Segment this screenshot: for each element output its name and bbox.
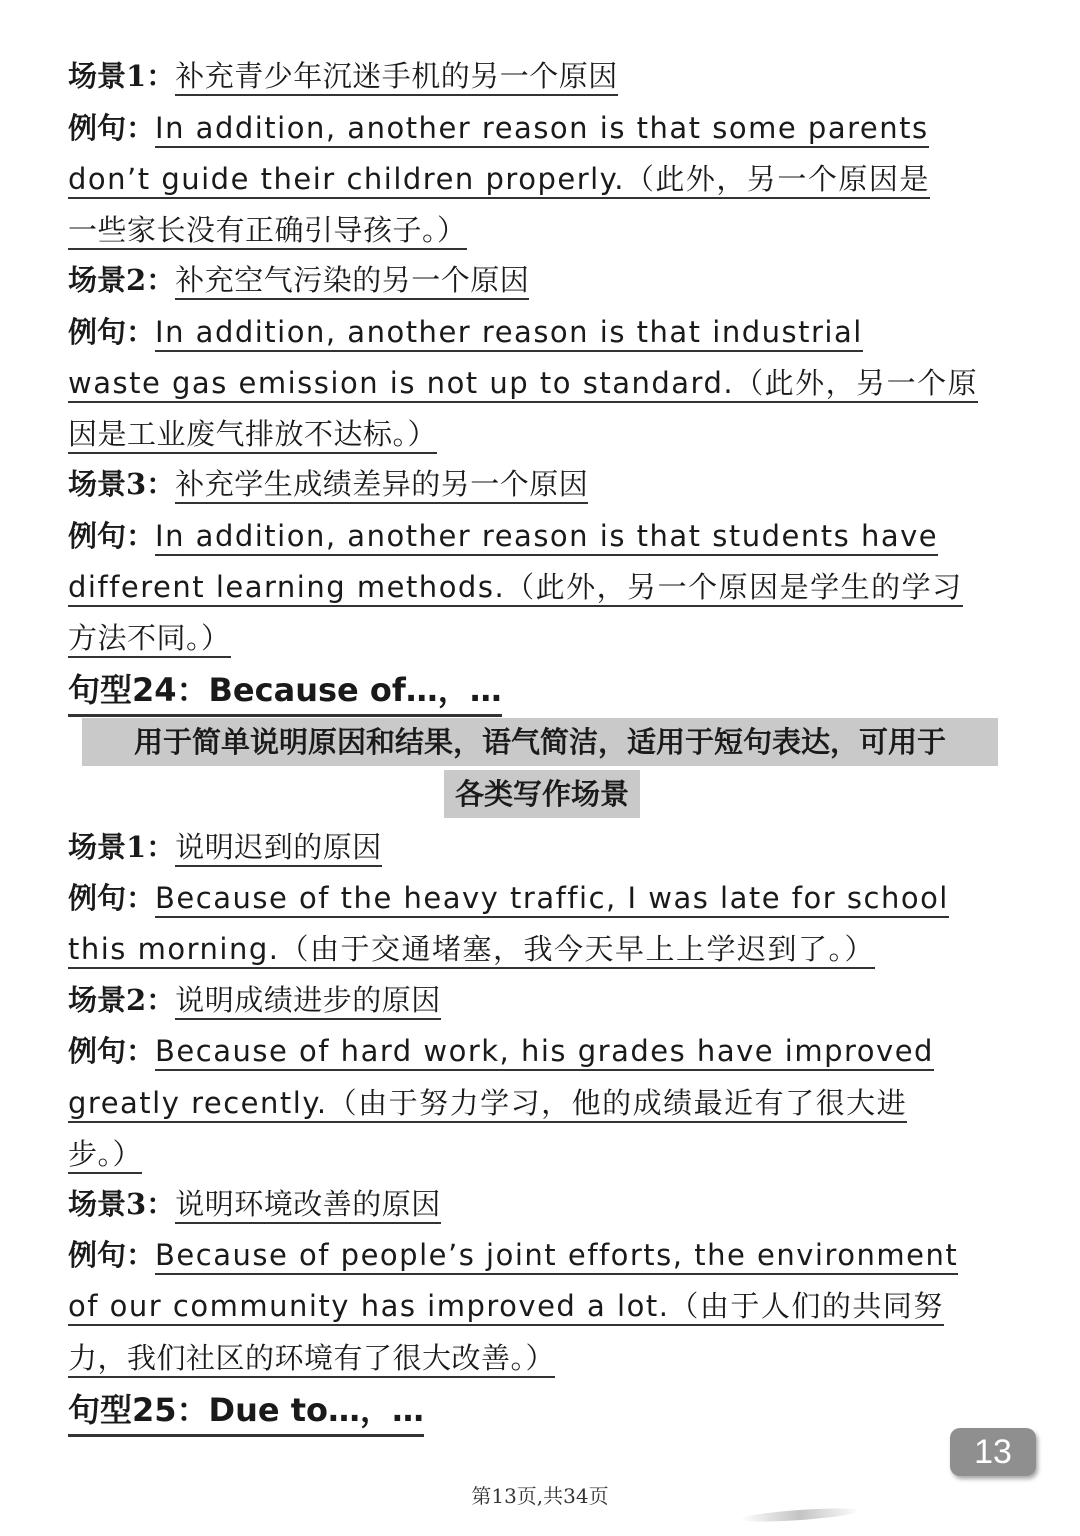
- example-text: 一些家长没有正确引导孩子。）: [68, 213, 467, 250]
- page-footer: 第13页,共34页: [471, 1484, 609, 1508]
- example-text: don’t guide their children properly.（此外，另一个原因是: [68, 162, 930, 199]
- example-text: 因是工业废气排放不达标。）: [68, 417, 437, 454]
- scene-1-line: [68, 827, 382, 867]
- example-line: [68, 108, 929, 148]
- scene-label: 场景2：: [68, 983, 176, 1017]
- scene-label: 场景1：: [68, 830, 176, 864]
- example-line: [68, 1083, 907, 1123]
- scene-3-line: [68, 464, 588, 504]
- scene-label: 场景1：: [68, 59, 176, 93]
- example-text: In addition, another reason is that students have: [155, 519, 938, 556]
- example-line: [68, 1031, 934, 1071]
- example-line: [68, 567, 963, 607]
- example-line: [68, 1286, 944, 1326]
- example-text: Because of people’s joint efforts, the environment: [155, 1238, 958, 1275]
- example-label: 例句：: [68, 315, 156, 349]
- example-text: different learning methods.（此外，另一个原因是学生的学习: [68, 570, 963, 607]
- scene-3-line: [68, 1184, 441, 1224]
- example-line: [68, 312, 863, 352]
- example-text: this morning.（由于交通堵塞，我今天早上上学迟到了。）: [68, 932, 875, 969]
- scene-1-line: [68, 56, 618, 96]
- scene-title: 说明成绩进步的原因: [175, 983, 441, 1020]
- section-heading-25: 句型25：Due to…，…: [68, 1388, 424, 1437]
- section-description: 用于简单说明原因和结果，语气简洁，适用于短句表达，可用于: [82, 718, 998, 766]
- example-line: [68, 878, 949, 918]
- scene-2-line: [68, 260, 529, 300]
- scene-label: 场景3：: [68, 1187, 176, 1221]
- example-text: 力，我们社区的环境有了很大改善。）: [68, 1341, 555, 1378]
- section-heading-24: 句型24：Because of…，…: [68, 668, 502, 717]
- example-label: 例句：: [68, 1238, 156, 1272]
- example-text: greatly recently.（由于努力学习，他的成绩最近有了很大进: [68, 1086, 907, 1123]
- example-line: [68, 618, 231, 658]
- example-line: [68, 1338, 555, 1378]
- section-description: 各类写作场景: [444, 770, 640, 818]
- scene-title: 补充空气污染的另一个原因: [175, 263, 529, 300]
- example-line: [68, 929, 875, 969]
- scene-label: 场景2：: [68, 263, 176, 297]
- example-line: [68, 1235, 958, 1275]
- example-label: 例句：: [68, 1034, 156, 1068]
- example-text: waste gas emission is not up to standard.（此外，另一个原: [68, 366, 978, 403]
- example-label: 例句：: [68, 881, 156, 915]
- example-line: [68, 1134, 142, 1174]
- example-text: 方法不同。）: [68, 621, 231, 658]
- example-line: [68, 159, 930, 199]
- example-text: In addition, another reason is that some parents: [155, 111, 929, 148]
- scene-title: 说明环境改善的原因: [175, 1187, 441, 1224]
- example-text: Because of the heavy traffic, I was late for school: [155, 881, 949, 918]
- example-text: Because of hard work, his grades have improved: [155, 1034, 934, 1071]
- scene-2-line: [68, 980, 441, 1020]
- scene-title: 说明迟到的原因: [175, 830, 382, 867]
- scene-label: 场景3：: [68, 467, 176, 501]
- page-number-badge: 13: [950, 1428, 1036, 1476]
- scene-title: 补充学生成绩差异的另一个原因: [175, 467, 588, 504]
- example-text: 步。）: [68, 1137, 142, 1174]
- example-line: [68, 414, 437, 454]
- example-label: 例句：: [68, 519, 156, 553]
- example-line: [68, 516, 938, 556]
- example-line: [68, 210, 467, 250]
- scene-title: 补充青少年沉迷手机的另一个原因: [175, 59, 618, 96]
- example-text: In addition, another reason is that industrial: [155, 315, 863, 352]
- example-text: of our community has improved a lot.（由于人们的共同努: [68, 1289, 944, 1326]
- example-label: 例句：: [68, 111, 156, 145]
- example-line: [68, 363, 978, 403]
